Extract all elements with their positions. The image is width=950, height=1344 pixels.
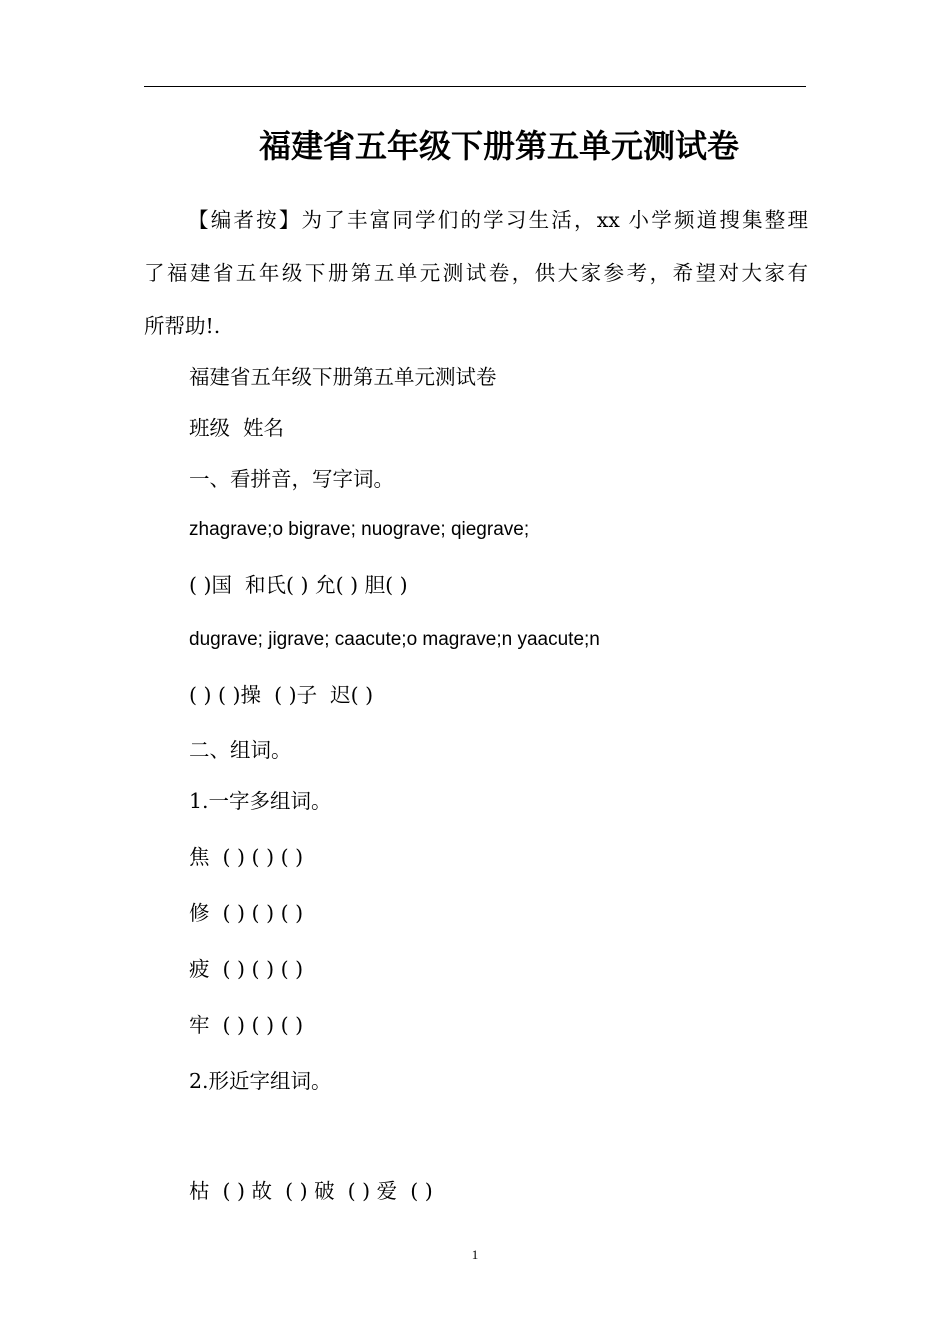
word-group-line-2: 修 ( ) ( ) ( ) bbox=[189, 901, 304, 925]
word-group-line-3: 疲 ( ) ( ) ( ) bbox=[189, 957, 304, 981]
pinyin-line-2: dugrave; jigrave; caacute;o magrave;n yaacute;n bbox=[189, 629, 600, 650]
document-title: 福建省五年级下册第五单元测试卷 bbox=[258, 127, 739, 165]
word-group-line-1: 焦 ( ) ( ) ( ) bbox=[189, 845, 304, 869]
test-heading: 福建省五年级下册第五单元测试卷 bbox=[189, 365, 497, 389]
header-rule bbox=[144, 86, 806, 87]
editor-note bbox=[144, 194, 808, 353]
subsection-2-heading: 2.形近字组词。 bbox=[189, 1069, 332, 1093]
similar-chars-line: 枯 ( ) 故 ( ) 破 ( ) 爱 ( ) bbox=[189, 1179, 433, 1203]
editor-note-line-3: 所帮助!. bbox=[144, 314, 221, 338]
blanks-line-1: ( )国 和氏( ) 允( ) 胆( ) bbox=[189, 573, 408, 597]
editor-note-line-2: 了福建省五年级下册第五单元测试卷，供大家参考，希望对大家有 bbox=[144, 261, 808, 285]
blanks-line-2: ( ) ( )操 ( )子 迟( ) bbox=[189, 683, 374, 707]
editor-note-line-1: 【编者按】为了丰富同学们的学习生活，xx 小学频道搜集整理 bbox=[188, 208, 808, 232]
pinyin-line-1: zhagrave;o bigrave; nuograve; qiegrave; bbox=[189, 519, 530, 540]
section-1-heading: 一、看拼音，写字词。 bbox=[189, 467, 394, 491]
page-number: 1 bbox=[471, 1247, 479, 1262]
word-group-line-4: 牢 ( ) ( ) ( ) bbox=[189, 1013, 304, 1037]
section-2-heading: 二、组词。 bbox=[189, 738, 292, 762]
subsection-1-heading: 1.一字多组词。 bbox=[189, 789, 332, 813]
class-name-line: 班级 姓名 bbox=[189, 416, 285, 440]
